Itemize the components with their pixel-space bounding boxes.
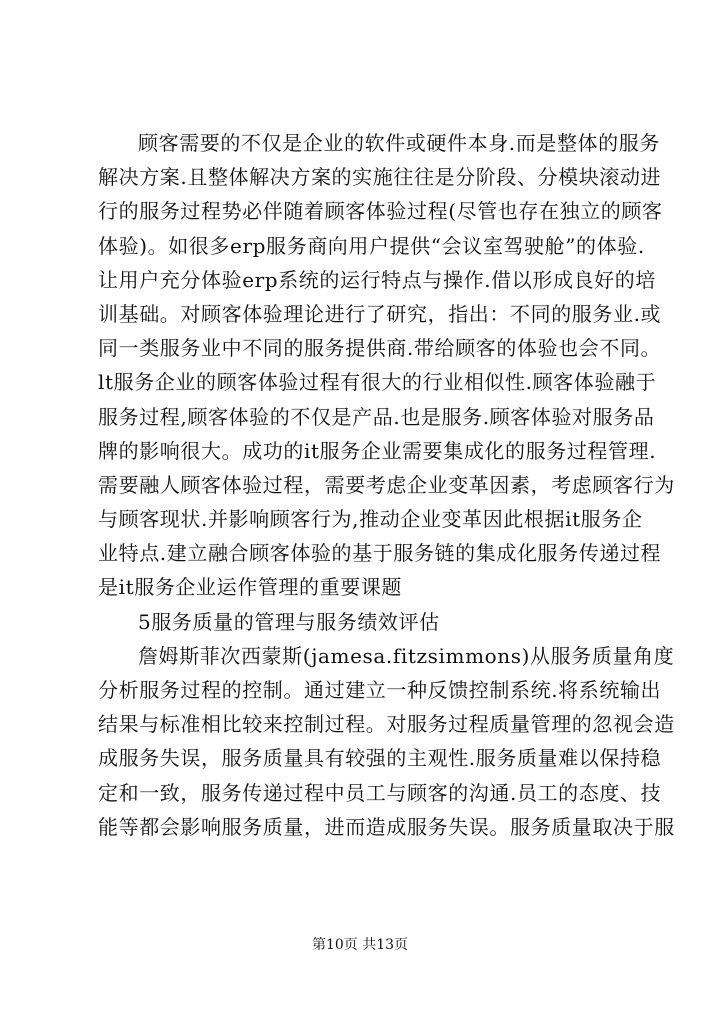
- paragraph-service-quality: [98, 639, 675, 844]
- text-line: 服务过程,顾客体验的不仅是产品.也是服务.顾客体验对服务品: [98, 404, 655, 429]
- text-line: 业特点.建立融合顾客体验的基于服务链的集成化服务传递过程: [98, 541, 662, 566]
- text-line: 牌的影响很大。成功的it服务企业需要集成化的服务过程管理.: [98, 438, 657, 463]
- section-heading: 5服务质量的管理与服务绩效评估: [138, 609, 440, 634]
- text-line: 能等都会影响服务质量，进而造成服务失误。服务质量取决于服: [98, 814, 675, 839]
- text-line: lt服务企业的顾客体验过程有很大的行业相似性.顾客体验融于: [98, 370, 657, 395]
- text-line: 与顾客现状.并影响顾客行为,推动企业变革因此根据it服务企: [98, 507, 643, 532]
- text-line: 定和一致，服务传递过程中员工与顾客的沟通.员工的态度、技: [98, 780, 662, 805]
- text-line: 需要融人顾客体验过程，需要考虑企业变革因素，考虑顾客行为: [98, 472, 675, 497]
- text-line: 成服务失误，服务质量具有较强的主观性.服务质量难以保持稳: [98, 746, 662, 771]
- text-line: 体验)。如很多erp服务商向用户提供“会议室驾驶舱”的体验.: [98, 233, 645, 258]
- text-line: 训基础。对顾客体验理论进行了研究，指出：不同的服务业.或: [98, 301, 662, 326]
- text-line: 分析服务过程的控制。通过建立一种反馈控制系统.将系统输出: [98, 678, 662, 702]
- paragraph-customer-experience: [98, 126, 675, 605]
- text-line: 顾客需要的不仅是企业的软件或硬件本身.而是整体的服务: [138, 131, 660, 155]
- text-line: 解决方案.且整体解决方案的实施往往是分阶段、分模块滚动进: [98, 165, 662, 190]
- text-line: 让用户充分体验erp系统的运行特点与操作.借以形成良好的培: [98, 267, 656, 292]
- text-line: 结果与标准相比较来控制过程。对服务过程质量管理的忽视会造: [98, 712, 675, 737]
- page-footer: 第10页 共13页: [311, 937, 409, 953]
- body-text: [98, 126, 675, 844]
- text-line: 詹姆斯菲次西蒙斯(jamesa.fitzsimmons)从服务质量角度: [138, 643, 675, 668]
- text-line: 是it服务企业运作管理的重要课题: [98, 575, 403, 600]
- text-line: 同一类服务业中不同的服务提供商.带给顾客的体验也会不同。: [98, 336, 662, 361]
- text-line: 行的服务过程势必伴随着顾客体验过程(尽管也存在独立的顾客: [98, 199, 663, 224]
